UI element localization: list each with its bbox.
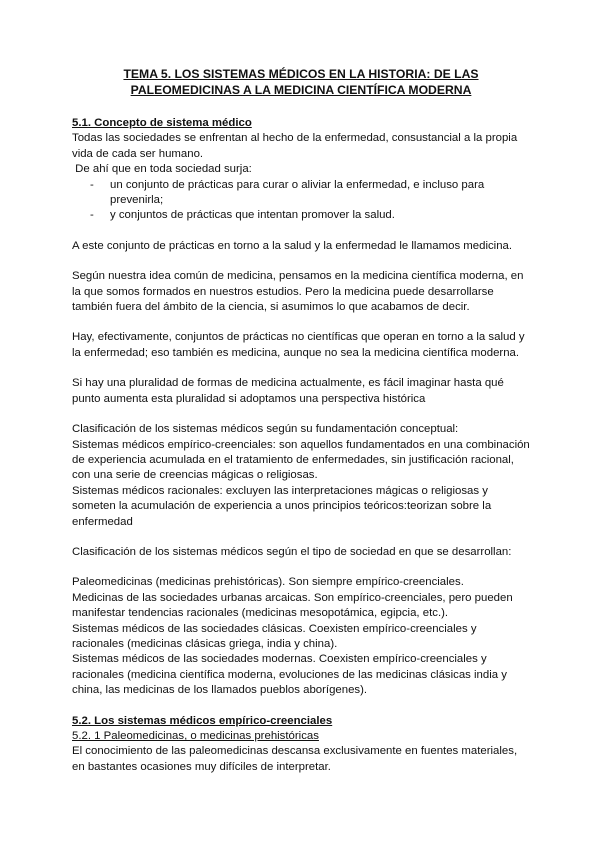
list-item: Paleomedicinas (medicinas prehistóricas). Son siempre empírico-creenciales. xyxy=(72,576,464,589)
practices-list xyxy=(72,178,530,224)
paragraph-hay: Hay, efectivamente, conjuntos de prácticas no científicas que operan en torno a la salud y la enfermedad; eso también es medicina, aunque no sea la medicina científica moderna. xyxy=(72,331,525,359)
title-line-1: TEMA 5. LOS SISTEMAS MÉDICOS EN LA HISTORIA: DE LAS xyxy=(123,67,479,81)
clasificacion-sociedad-heading: Clasificación de los sistemas médicos según el tipo de sociedad en que se desarrollan: xyxy=(72,545,512,558)
de-ahi-line: De ahí que en toda sociedad surja: xyxy=(72,163,252,176)
clasificacion-conceptual-heading: Clasificación de los sistemas médicos según su fundamentación conceptual: xyxy=(72,423,459,436)
dash-bullet: - xyxy=(90,209,94,222)
section-heading-5-1: 5.1. Concepto de sistema médico xyxy=(72,117,252,129)
list-item: Medicinas de las sociedades urbanas arcaicas. Son empírico-creenciales, pero pueden manifestar tendencias racionales (medicinas mesopotámica, egipcia, etc.). xyxy=(72,591,513,620)
intro-paragraph: Todas las sociedades se enfrentan al hecho de la enfermedad, consustancial a la propia vida de cada ser humano. xyxy=(72,132,518,160)
subsection-heading-5-2-1: 5.2. 1 Paleomedicinas, o medicinas prehistóricas xyxy=(72,730,319,742)
empirico-creenciales-definition: Sistemas médicos empírico-creenciales: son aquellos fundamentados en una combinación de experiencia acumulada en el tratamiento de enfermedades, sin justificación racional, con una serie de creencias mágicas o religiosas. xyxy=(72,438,530,482)
racionales-definition: Sistemas médicos racionales: excluyen las interpretaciones mágicas o religiosas y someten la acumulación de experiencia a unos principios teóricos:teorizan sobre la enfermedad xyxy=(72,484,492,528)
paragraph-llamamos: A este conjunto de prácticas en torno a la salud y la enfermedad le llamamos medicina. xyxy=(72,239,513,252)
document-title xyxy=(72,66,530,98)
list-item xyxy=(72,178,530,209)
list-item-text: un conjunto de prácticas para curar o aliviar la enfermedad, e incluso para prevenirla; xyxy=(110,178,485,207)
dash-bullet: - xyxy=(90,178,94,191)
document-page xyxy=(72,66,530,775)
list-item xyxy=(72,208,530,223)
list-item: Sistemas médicos de las sociedades modernas. Coexisten empírico-creenciales y racionales (medicina científica moderna, evoluciones de las medicinas clásicas india y china, las medicinas de los llamados pueblos aborígenes). xyxy=(72,653,507,697)
section-heading-5-2: 5.2. Los sistemas médicos empírico-creenciales xyxy=(72,714,333,727)
paragraph-idea-comun: Según nuestra idea común de medicina, pensamos en la medicina científica moderna, en la que somos formados en nuestros estudios. Pero la medicina puede desarrollarse también fuera del ámbito de la ciencia, si asumimos lo que acabamos de decir. xyxy=(72,270,524,314)
title-line-2: PALEOMEDICINAS A LA MEDICINA CIENTÍFICA MODERNA xyxy=(130,83,472,97)
paragraph-pluralidad: Si hay una pluralidad de formas de medicina actualmente, es fácil imaginar hasta qué punto aumenta esta pluralidad si adoptamos una perspectiva histórica xyxy=(72,377,504,405)
list-item: Sistemas médicos de las sociedades clásicas. Coexisten empírico-creenciales y racionales (medicinas clásicas griega, india y china). xyxy=(72,622,477,650)
paleomedicinas-paragraph: El conocimiento de las paleomedicinas descansa exclusivamente en fuentes materiales, en bastantes ocasiones muy difíciles de interpretar. xyxy=(72,745,518,773)
list-item-text: y conjuntos de prácticas que intentan promover la salud. xyxy=(110,209,395,222)
